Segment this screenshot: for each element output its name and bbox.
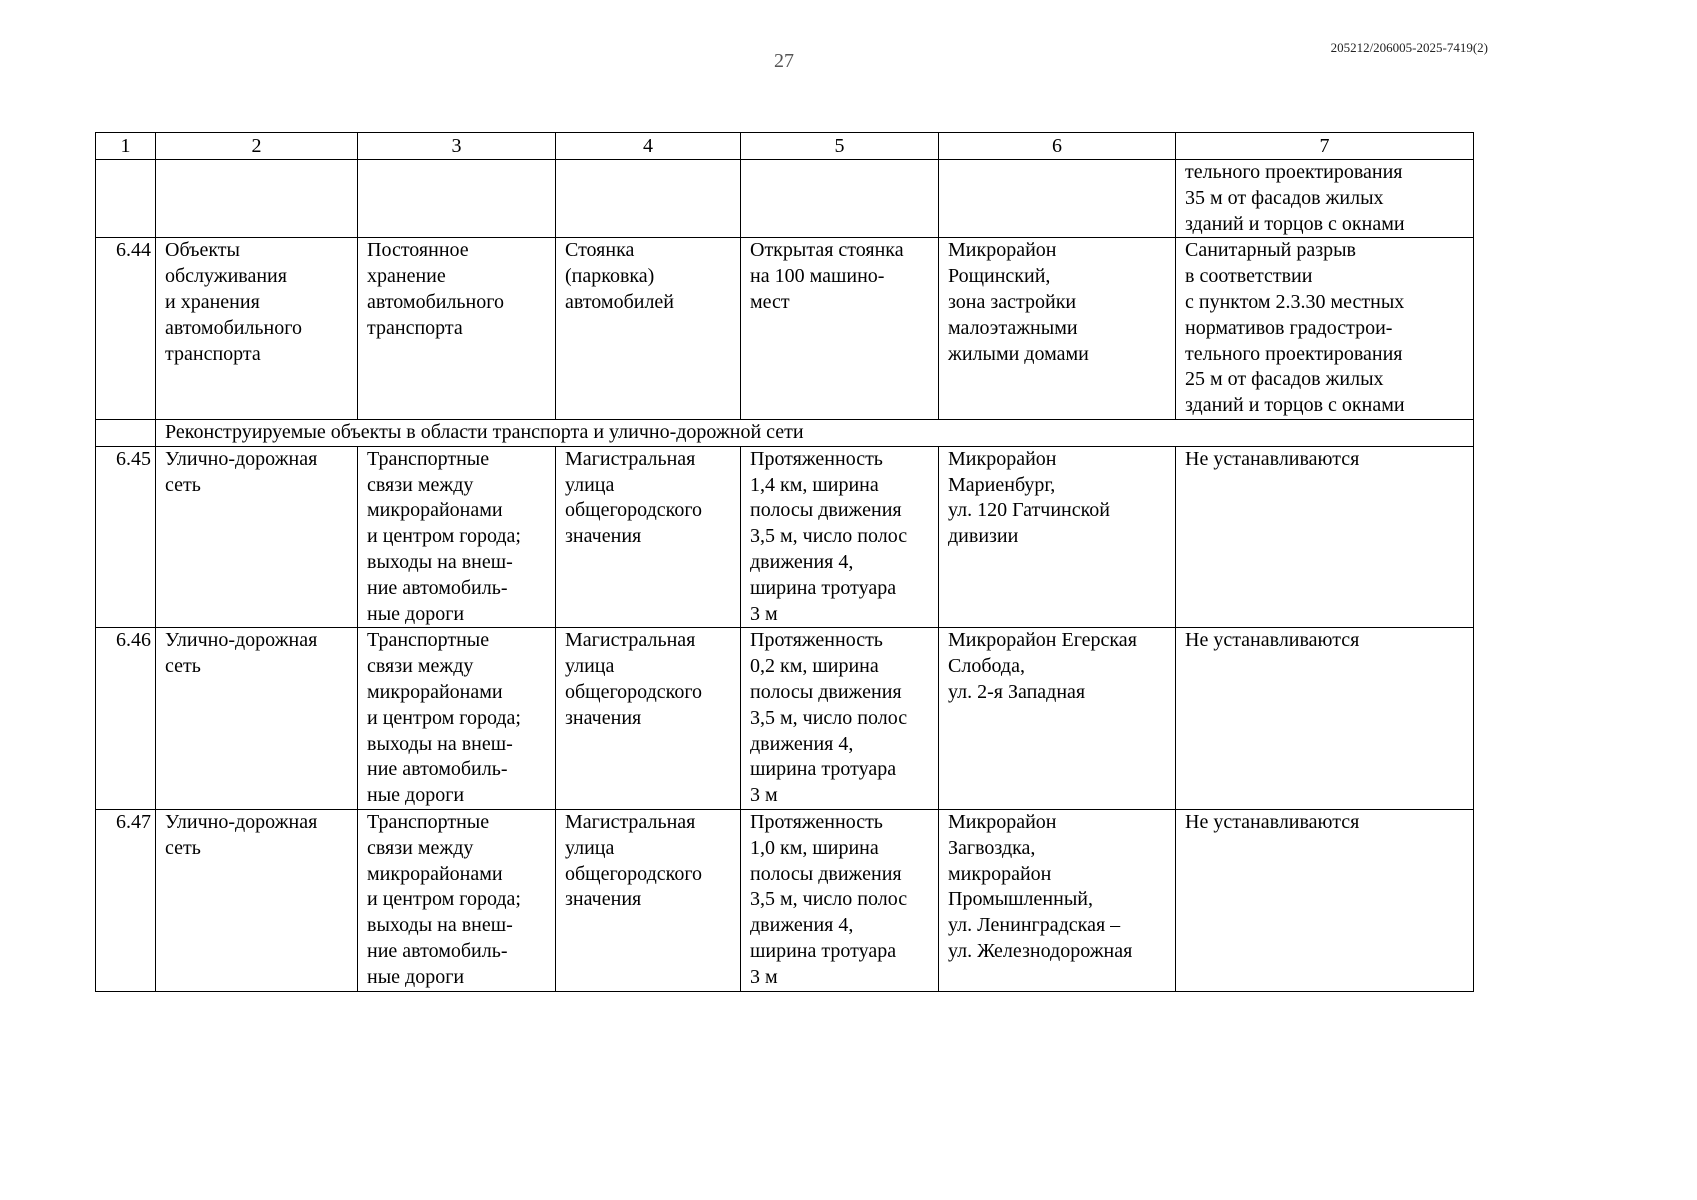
column-number: 6 <box>939 133 1176 160</box>
characteristics-cell: Протяженность 0,2 км, ширина полосы движения 3,5 м, число полос движения 4, ширина тротуара 3 м <box>741 628 939 810</box>
purpose-cell <box>156 160 358 238</box>
characteristics-cell: Открытая стоянка на 100 машино- мест <box>741 238 939 420</box>
column-number: 5 <box>741 133 939 160</box>
function-cell: Постоянное хранение автомобильного транспорта <box>358 238 556 420</box>
row-number-cell: 6.47 <box>96 809 156 991</box>
location-cell: Микрорайон Егерская Слобода, ул. 2-я Западная <box>939 628 1176 810</box>
column-number: 7 <box>1176 133 1474 160</box>
section-title: Реконструируемые объекты в области транспорта и улично-дорожной сети <box>156 419 1474 446</box>
restrictions-cell: Не устанавливаются <box>1176 446 1474 628</box>
column-number: 4 <box>556 133 741 160</box>
document-id: 205212/206005-2025-7419(2) <box>1330 40 1488 55</box>
row-number-cell: 6.46 <box>96 628 156 810</box>
purpose-cell: Объекты обслуживания и хранения автомобильного транспорта <box>156 238 358 420</box>
type-cell <box>556 160 741 238</box>
column-number-row <box>96 133 1474 160</box>
location-cell: Микрорайон Загвоздка, микрорайон Промышленный, ул. Ленинградская – ул. Железнодорожная <box>939 809 1176 991</box>
type-cell: Магистральная улица общегородского значения <box>556 446 741 628</box>
purpose-cell: Улично-дорожная сеть <box>156 446 358 628</box>
type-cell: Магистральная улица общегородского значения <box>556 809 741 991</box>
row-number-cell <box>96 160 156 238</box>
row-number-cell: 6.44 <box>96 238 156 420</box>
type-cell: Стоянка (парковка) автомобилей <box>556 238 741 420</box>
characteristics-cell: Протяженность 1,0 км, ширина полосы движения 3,5 м, число полос движения 4, ширина тротуара 3 м <box>741 809 939 991</box>
location-cell: Микрорайон Мариенбург, ул. 120 Гатчинской дивизии <box>939 446 1176 628</box>
restrictions-cell: Не устанавливаются <box>1176 809 1474 991</box>
table-row-6-47 <box>96 809 1474 991</box>
function-cell: Транспортные связи между микрорайонами и центром города; выходы на внеш- ние автомобиль- ные дороги <box>358 809 556 991</box>
function-cell: Транспортные связи между микрорайонами и центром города; выходы на внеш- ние автомобиль- ные дороги <box>358 628 556 810</box>
purpose-cell: Улично-дорожная сеть <box>156 809 358 991</box>
characteristics-cell <box>741 160 939 238</box>
location-cell <box>939 160 1176 238</box>
restrictions-cell: тельного проектирования 35 м от фасадов жилых зданий и торцов с окнами <box>1176 160 1474 238</box>
function-cell <box>358 160 556 238</box>
section-header-row <box>96 419 1474 446</box>
characteristics-cell: Протяженность 1,4 км, ширина полосы движения 3,5 м, число полос движения 4, ширина тротуара 3 м <box>741 446 939 628</box>
restrictions-cell: Не устанавливаются <box>1176 628 1474 810</box>
type-cell: Магистральная улица общегородского значения <box>556 628 741 810</box>
restrictions-cell: Санитарный разрыв в соответствии с пунктом 2.3.30 местных нормативов градострои- тельного проектирования 25 м от фасадов жилых зданий и торцов с окнами <box>1176 238 1474 420</box>
column-number: 1 <box>96 133 156 160</box>
function-cell: Транспортные связи между микрорайонами и центром города; выходы на внеш- ние автомобиль- ные дороги <box>358 446 556 628</box>
purpose-cell: Улично-дорожная сеть <box>156 628 358 810</box>
column-number: 2 <box>156 133 358 160</box>
table-row-6-45 <box>96 446 1474 628</box>
table-row-6-44 <box>96 238 1474 420</box>
row-number-cell: 6.45 <box>96 446 156 628</box>
row-number-cell <box>96 419 156 446</box>
table-row-6-46 <box>96 628 1474 810</box>
page-number: 27 <box>774 50 794 72</box>
objects-table <box>95 132 1474 992</box>
table-row-continuation <box>96 160 1474 238</box>
column-number: 3 <box>358 133 556 160</box>
location-cell: Микрорайон Рощинский, зона застройки малоэтажными жилыми домами <box>939 238 1176 420</box>
